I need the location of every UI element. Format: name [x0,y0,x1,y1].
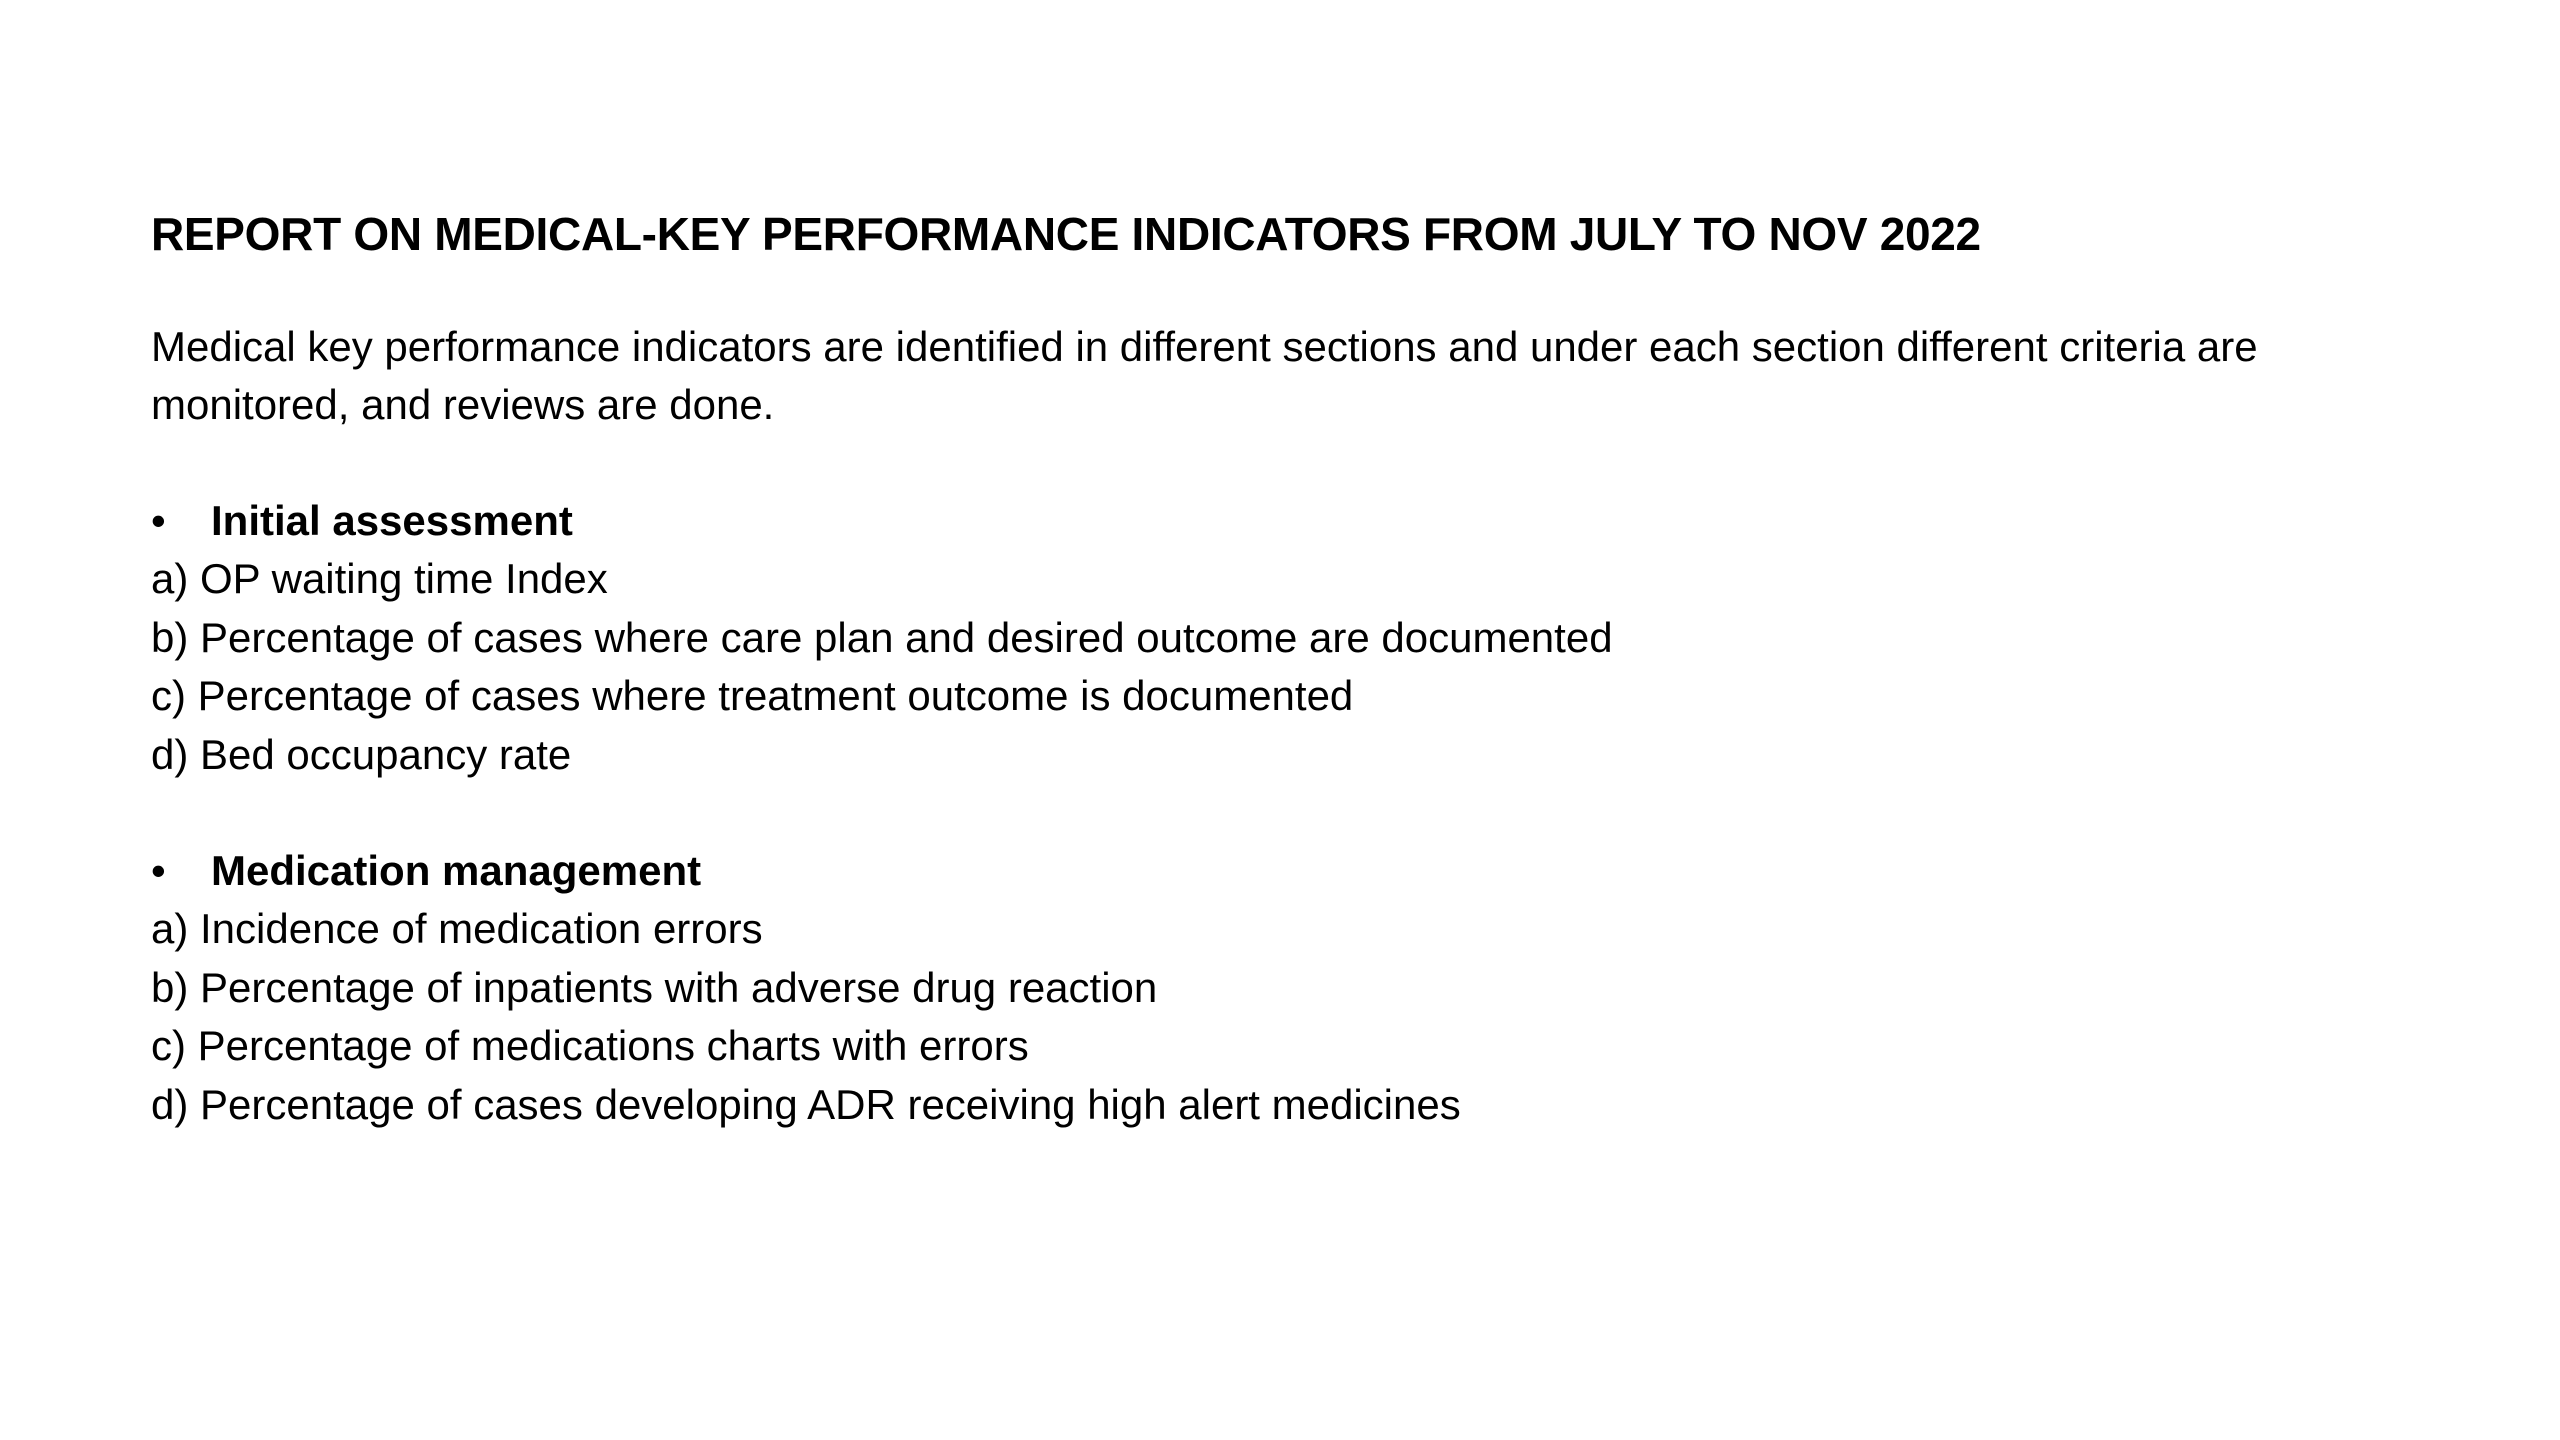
list-item: c) Percentage of medications charts with errors [151,1022,1029,1069]
criteria-list [151,550,2411,784]
bullet-icon: • [151,497,166,544]
list-item: d) Percentage of cases developing ADR receiving high alert medicines [151,1080,1461,1128]
list-item: a) OP waiting time Index [151,555,608,602]
list-item: a) Incidence of medication errors [151,905,763,952]
list-item: b) Percentage of cases where care plan and desired outcome are documented [151,613,1613,661]
list-item: c) Percentage of cases where treatment outcome is documented [151,672,1354,719]
section-heading [151,492,2411,550]
section-heading-label: Medication management [211,847,702,894]
section-initial-assessment [151,492,2411,784]
intro-paragraph: Medical key performance indicators are identified in different sections and under each section different criteria are monitored, and reviews are done. [151,323,2258,428]
bullet-icon: • [151,847,166,894]
list-item: d) Bed occupancy rate [151,730,572,778]
section-heading-label: Initial assessment [211,497,573,544]
section-medication-management [151,842,2411,1134]
slide-content [151,200,2411,1134]
report-title: REPORT ON MEDICAL-KEY PERFORMANCE INDICATORS FROM JULY TO NOV 2022 [151,208,1981,260]
list-item: b) Percentage of inpatients with adverse drug reaction [151,963,1158,1011]
section-heading [151,842,2411,900]
criteria-list [151,900,2411,1134]
